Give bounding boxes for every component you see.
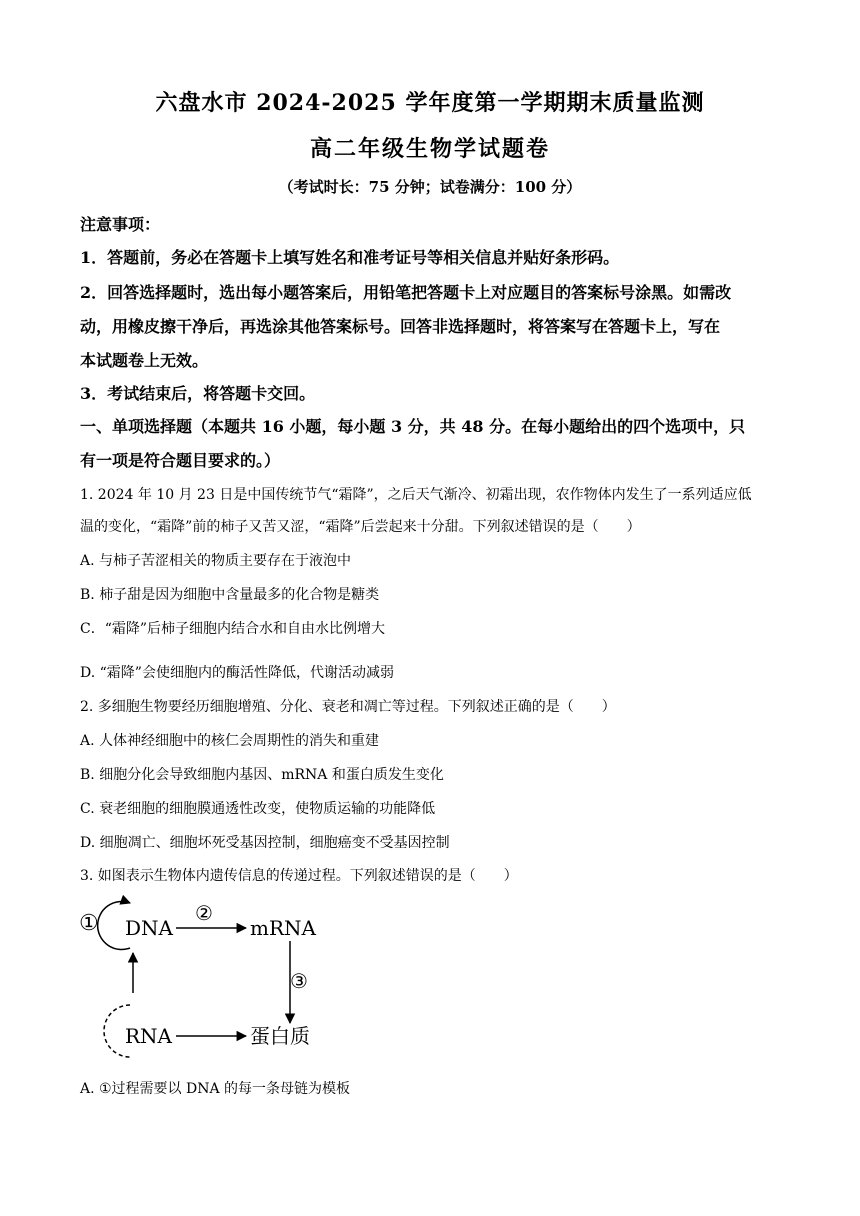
note-item-2-line1: 2．回答选择题时，选出每小题答案后，用铅笔把答题卡上对应题目的答案标号涂黑。如需改 bbox=[80, 283, 732, 302]
question-1-stem-line2: 温的变化，“霜降”前的柿子又苦又涩，“霜降”后尝起来十分甜。下列叙述错误的是（ ） bbox=[80, 519, 641, 535]
section-heading-line2: 有一项是符合题目要求的。） bbox=[80, 451, 281, 470]
node-protein: 蛋白质 bbox=[250, 1024, 310, 1048]
question-3-option-a: A. ①过程需要以 DNA 的每一条母链为模板 bbox=[80, 1081, 351, 1097]
genetic-information-flow-diagram bbox=[78, 893, 338, 1065]
label-1: ① bbox=[79, 911, 99, 936]
question-1-stem-line1: 1. 2024 年 10 月 23 日是中国传统节气“霜降”，之后天气渐冷、初霜出现，农作物体内发生了一系列适应低 bbox=[80, 487, 752, 503]
node-mrna: mRNA bbox=[250, 916, 316, 940]
section-heading-line1: 一、单项选择题（本题共 16 小题，每小题 3 分，共 48 分。在每小题给出的四个选项中，只 bbox=[80, 417, 746, 436]
question-2-option-d: D. 细胞凋亡、细胞坏死受基因控制，细胞癌变不受基因控制 bbox=[80, 835, 450, 851]
question-1-option-b: B. 柿子甜是因为细胞中含量最多的化合物是糖类 bbox=[80, 587, 380, 603]
exam-info: （考试时长：75 分钟；试卷满分：100 分） bbox=[278, 178, 582, 196]
label-2: ② bbox=[195, 901, 213, 925]
note-item-1: 1．答题前，务必在答题卡上填写姓名和准考证号等相关信息并贴好条形码。 bbox=[80, 248, 620, 267]
exam-title-line2: 高二年级生物学试题卷 bbox=[309, 136, 550, 162]
question-2-option-c: C. 衰老细胞的细胞膜通透性改变，使物质运输的功能降低 bbox=[80, 801, 436, 817]
note-item-2-line2: 动，用橡皮擦干净后，再选涂其他答案标号。回答非选择题时，将答案写在答题卡上，写在 bbox=[80, 317, 721, 336]
question-3-stem: 3. 如图表示生物体内遗传信息的传递过程。下列叙述错误的是（ ） bbox=[80, 868, 518, 884]
exam-title-line1: 六盘水市 2024-2025 学年度第一学期期末质量监测 bbox=[155, 90, 705, 116]
label-3: ③ bbox=[290, 969, 308, 993]
question-2-stem: 2. 多细胞生物要经历细胞增殖、分化、衰老和凋亡等过程。下列叙述正确的是（ ） bbox=[80, 699, 616, 715]
question-1-option-c: C．“霜降”后柿子细胞内结合水和自由水比例增大 bbox=[80, 621, 386, 637]
question-2-option-b: B. 细胞分化会导致细胞内基因、mRNA 和蛋白质发生变化 bbox=[80, 767, 444, 783]
note-item-3: 3．考试结束后，将答题卡交回。 bbox=[80, 384, 316, 403]
node-dna: DNA bbox=[125, 916, 173, 940]
question-1-option-d: D. “霜降”会使细胞内的酶活性降低，代谢活动减弱 bbox=[80, 665, 394, 681]
node-rna: RNA bbox=[125, 1024, 173, 1048]
question-2-option-a: A. 人体神经细胞中的核仁会周期性的消失和重建 bbox=[80, 733, 380, 749]
note-item-2-line3: 本试题卷上无效。 bbox=[80, 351, 209, 370]
notes-heading: 注意事项： bbox=[80, 215, 161, 234]
question-1-option-a: A. 与柿子苦涩相关的物质主要存在于液泡中 bbox=[80, 553, 352, 569]
